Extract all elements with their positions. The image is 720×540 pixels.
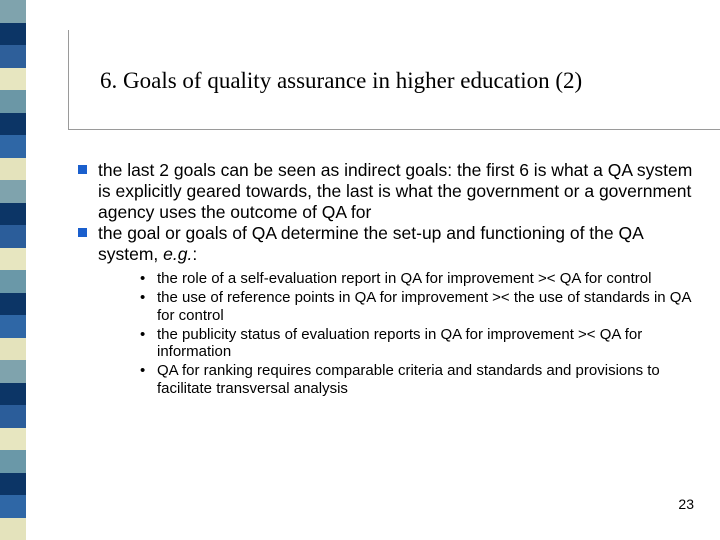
stripe-block (0, 158, 26, 181)
stripe-block (0, 203, 26, 226)
stripe-block (0, 23, 26, 46)
sub-bullet-item (78, 326, 698, 361)
stripe-block (0, 495, 26, 518)
bullet-text: the last 2 goals can be seen as indirect goals: the first 6 is what a QA system is explicitly geared towards, the last is what the government or a government agency uses the outcome of QA for (98, 160, 693, 222)
stripe-block (0, 68, 26, 91)
stripe-block (0, 518, 26, 540)
bullet-text-part: the goal or goals of QA determine the set-up and functioning of the QA system, (98, 223, 643, 264)
stripe-block (0, 405, 26, 428)
bullet-item (78, 223, 698, 265)
sub-bullet-text: the role of a self-evaluation report in QA for improvement >< QA for control (157, 270, 652, 287)
bullet-item (78, 160, 698, 223)
stripe-block (0, 383, 26, 406)
stripe-block (0, 450, 26, 473)
bullet-text-emphasis: e.g. (163, 244, 193, 264)
round-bullet-icon: • (140, 362, 146, 379)
bullet-text-part: : (192, 244, 198, 264)
stripe-block (0, 0, 26, 23)
stripe-block (0, 248, 26, 271)
sub-bullet-item (78, 270, 698, 288)
round-bullet-icon: • (140, 325, 146, 343)
stripe-block (0, 90, 26, 113)
stripe-block (0, 315, 26, 338)
sub-bullet-item (78, 289, 698, 324)
stripe-block (0, 135, 26, 158)
square-bullet-icon (78, 165, 87, 174)
stripe-block (0, 270, 26, 293)
stripe-block (0, 293, 26, 316)
stripe-block (0, 225, 26, 248)
page-number: 23 (678, 496, 694, 512)
sub-bullet-item (78, 362, 698, 397)
sub-bullet-text: the use of reference points in QA for improvement >< the use of standards in QA for control (157, 289, 691, 324)
stripe-block (0, 428, 26, 451)
stripe-block (0, 338, 26, 361)
stripe-block (0, 473, 26, 496)
slide-body (78, 160, 698, 399)
round-bullet-icon: • (140, 270, 146, 287)
square-bullet-icon (78, 228, 87, 237)
round-bullet-icon: • (140, 289, 146, 306)
sub-bullet-text: QA for ranking requires comparable criteria and standards and provisions to facilitate transversal analysis (157, 362, 660, 397)
sub-bullet-list (78, 270, 698, 397)
slide-title: 6. Goals of quality assurance in higher education (2) (100, 68, 583, 93)
stripe-block (0, 113, 26, 136)
stripe-block (0, 180, 26, 203)
stripe-block (0, 360, 26, 383)
bullet-text (98, 223, 643, 264)
sub-bullet-text: the publicity status of evaluation reports in QA for improvement >< QA for information (157, 325, 643, 360)
stripe-block (0, 45, 26, 68)
decorative-stripe (0, 0, 26, 540)
